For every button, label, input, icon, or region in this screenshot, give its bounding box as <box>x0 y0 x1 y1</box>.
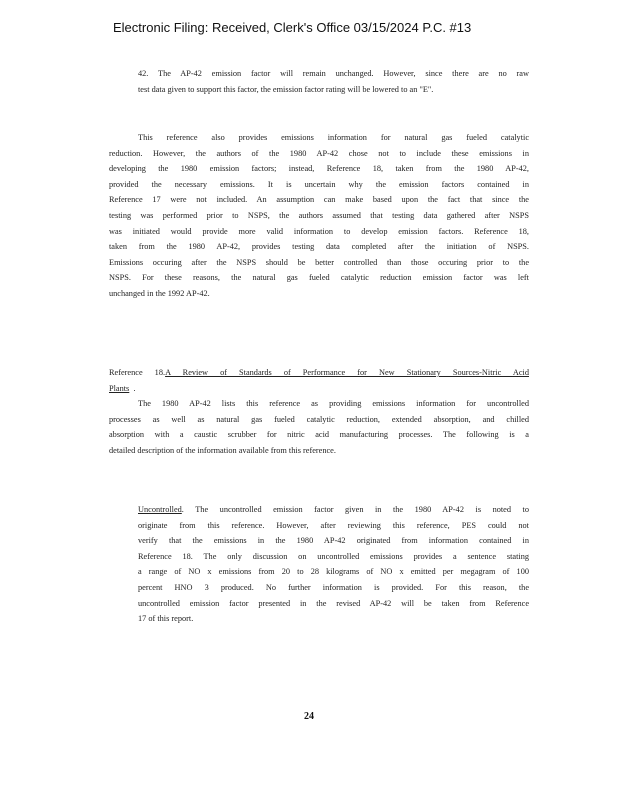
text-line: uncontrolled emission factor presented in the revised AP-42 will be taken from Reference <box>138 598 529 608</box>
text-line: unchanged in the 1992 AP-42. <box>109 288 210 298</box>
text-line: provided the necessary emissions. It is uncertain why the emission factors contained in <box>109 179 529 189</box>
paragraph-uncontrolled <box>138 502 529 627</box>
text-line: The 1980 AP-42 lists this reference as providing emissions information for uncontrolled <box>138 399 529 409</box>
page-number: 24 <box>304 711 314 722</box>
text-line <box>138 502 529 518</box>
text-line: was initiated would provide more valid information to develop emission factors. Reference 18, <box>109 226 529 236</box>
text-line: percent HNO 3 produced. No further information is provided. For this reason, the <box>138 582 529 592</box>
reference-title-cont: Plants <box>109 383 130 393</box>
text-line: 17 of this report. <box>138 614 194 624</box>
paragraph-catalytic-reduction <box>109 130 529 302</box>
text-line: a range of NO x emissions from 20 to 28 kilograms of NO x emitted per megagram of 100 <box>138 567 529 577</box>
text-line: testing was performed prior to NSPS, the authors assumed that testing data gathered after NSPS <box>109 210 529 220</box>
text-line: originate from this reference. However, after reviewing this reference, PES could not <box>138 520 529 530</box>
text-line: reduction. However, the authors of the 1980 AP-42 chose not to include these emissions in <box>109 148 529 158</box>
reference-title-period: . <box>133 383 136 393</box>
text-line: Reference 18. The only discussion on uncontrolled emissions provides a sentence stating <box>138 551 529 561</box>
uncontrolled-label: Uncontrolled <box>138 505 182 514</box>
text-line: developing the 1980 emission factors; instead, Reference 18, taken from the 1980 AP-42, <box>109 164 529 174</box>
text-line: This reference also provides emissions information for natural gas fueled catalytic <box>138 133 529 142</box>
text-line: taken from the 1980 AP-42, provides testing data completed after the initiation of NSPS. <box>109 242 529 252</box>
text-line: Emissions occuring after the NSPS should be better controlled than those occuring prior to the <box>109 257 529 267</box>
text-line: Reference 17 were not included. An assumption can make based upon the fact that since the <box>109 195 529 205</box>
text-line: processes as well as natural gas fueled catalytic reduction, extended absorption, and chilled <box>109 414 529 424</box>
paragraph-ap42-unchanged <box>138 66 529 97</box>
filing-header: Electronic Filing: Received, Clerk's Office 03/15/2024 P.C. #13 <box>113 20 472 35</box>
text-line: NSPS. For these reasons, the natural gas fueled catalytic reduction emission factor was left <box>109 273 529 283</box>
reference-heading <box>109 365 529 381</box>
reference-18-section <box>109 365 529 459</box>
uncontrolled-line1: . The uncontrolled emission factor given in the 1980 AP-42 is noted to <box>181 505 529 514</box>
text-line: verify that the emissions in the 1980 AP-42 originated from information contained in <box>138 536 529 546</box>
reference-number: Reference 18. <box>109 368 166 377</box>
reference-heading-line2 <box>109 381 529 397</box>
reference-title: A Review of Standards of Performance for New Stationary Sources-Nitric Acid <box>165 368 529 377</box>
text-line: 42. The AP-42 emission factor will remain unchanged. However, since there are no raw <box>138 69 529 78</box>
text-line: detailed description of the information available from this reference. <box>109 445 336 455</box>
text-line: absorption with a caustic scrubber for nitric acid manufacturing processes. The following is a <box>109 430 529 440</box>
text-line: test data given to support this factor, the emission factor rating will be lowered to an "E". <box>138 84 434 94</box>
